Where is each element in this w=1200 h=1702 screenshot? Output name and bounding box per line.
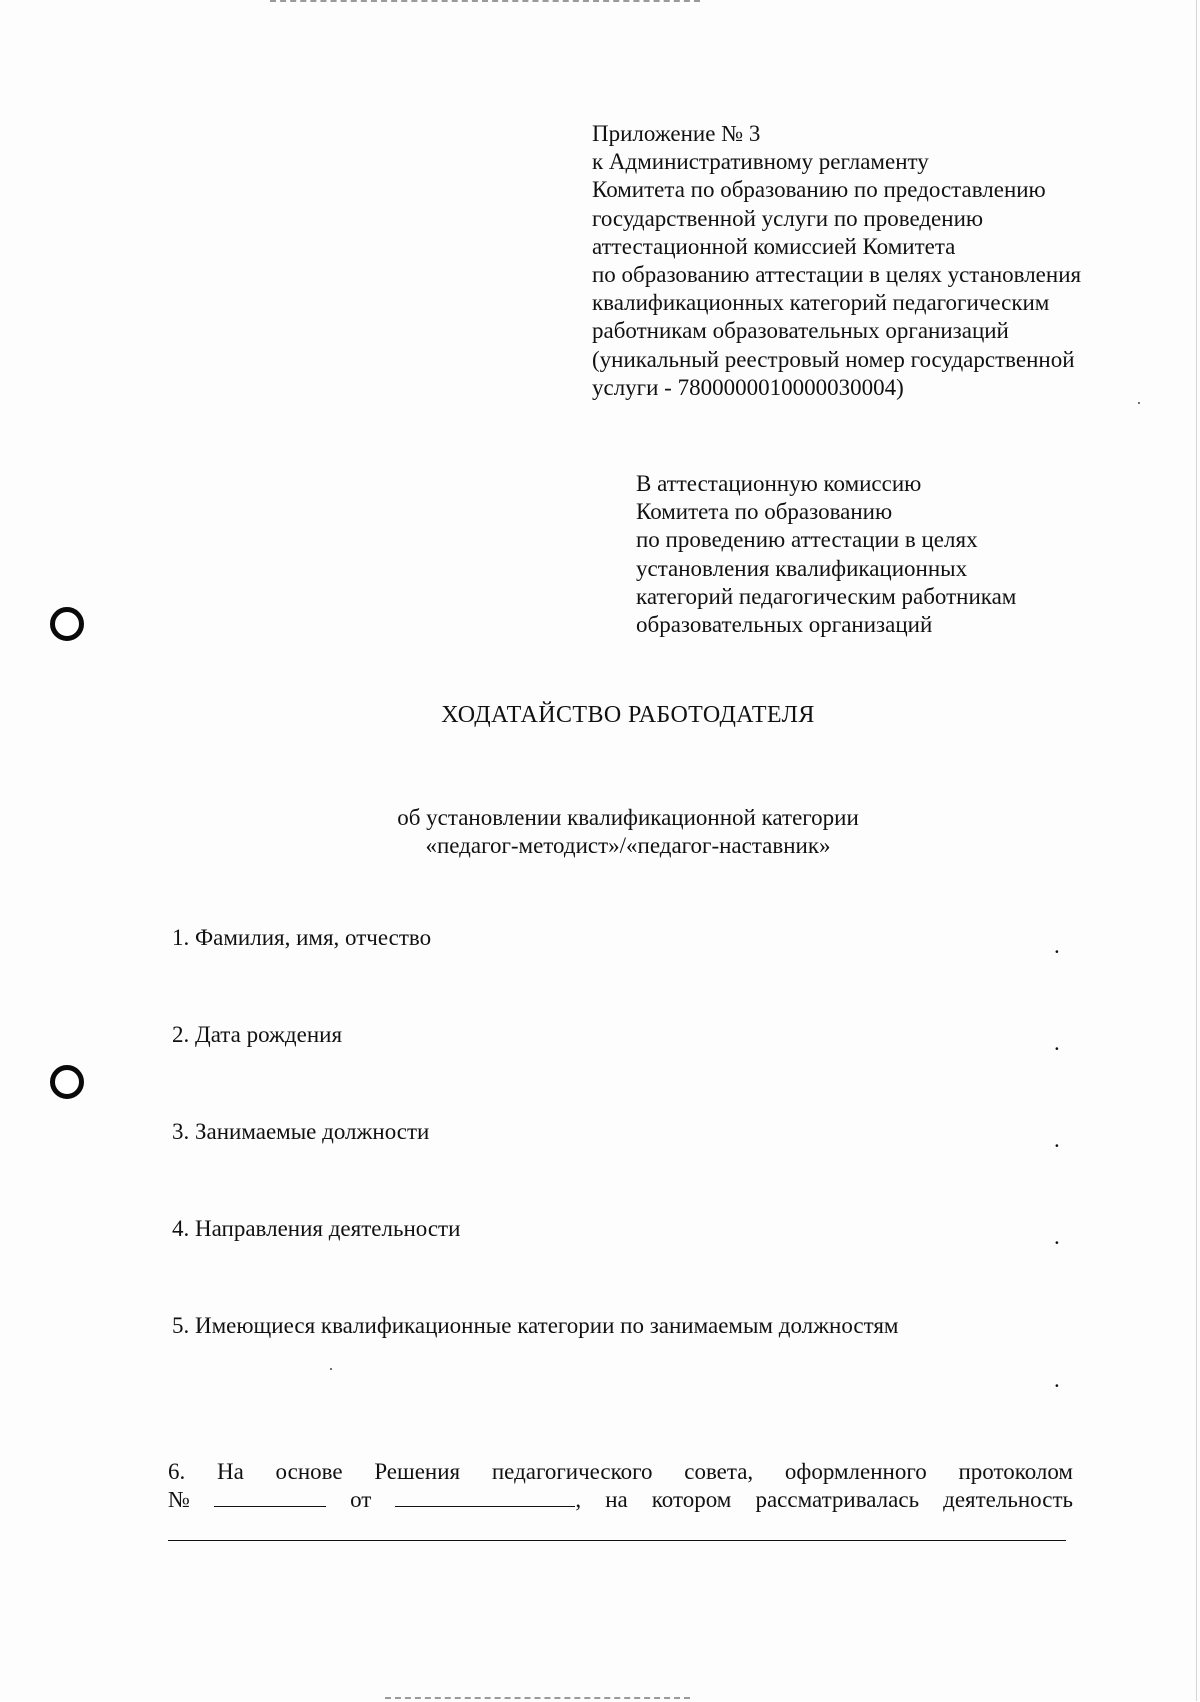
paragraph-6-line-1 <box>168 1458 1073 1486</box>
word: котором <box>651 1487 732 1512</box>
appendix-line: работникам образовательных организаций <box>592 318 1009 344</box>
scan-speck <box>330 1368 332 1370</box>
word: основе <box>275 1459 343 1484</box>
addressee-line: образовательных организаций <box>636 612 933 638</box>
field-end-dot: . <box>1054 1030 1060 1055</box>
addressee-line: по проведению аттестации в целях <box>636 527 978 553</box>
addressee-line: установления квалификационных <box>636 555 968 581</box>
word: педагогического <box>491 1459 653 1484</box>
scan-speck <box>1138 402 1140 404</box>
field-end-dot: . <box>1054 1224 1060 1249</box>
appendix-line: квалификационных категорий педагогическим <box>592 290 1050 316</box>
field-full-name <box>172 925 1072 958</box>
subtitle-line-1: об установлении квалификационной категории <box>397 805 859 830</box>
addressee-line: Комитета по образованию <box>636 499 893 525</box>
appendix-line: Приложение № 3 <box>592 121 761 146</box>
punch-hole-bottom <box>50 1065 84 1099</box>
from-word: от <box>350 1487 372 1512</box>
scan-bottom-edge <box>385 1697 690 1702</box>
punch-hole-top <box>50 607 84 641</box>
field-birth-date <box>172 1022 1072 1055</box>
subtitle-line-2: «педагог-методист»/«педагог-наставник» <box>425 833 831 858</box>
appendix-line: аттестационной комиссией Комитета <box>592 233 956 259</box>
comma: , <box>575 1487 582 1512</box>
field-label: 3. Занимаемые должности <box>172 1119 430 1144</box>
appendix-line: по образованию аттестации в целях установления <box>592 262 1082 288</box>
word: На <box>216 1459 244 1484</box>
protocol-number-blank[interactable] <box>214 1486 326 1507</box>
field-label: 2. Дата рождения <box>172 1022 343 1047</box>
appendix-line: государственной услуги по проведению <box>592 205 984 231</box>
fill-in-line[interactable] <box>168 1540 1066 1541</box>
field-positions <box>172 1119 1072 1152</box>
document-title: ХОДАТАЙСТВО РАБОТОДАТЕЛЯ <box>441 702 815 728</box>
protocol-date-blank[interactable] <box>395 1486 575 1507</box>
appendix-line: к Административному регламенту <box>592 149 929 175</box>
addressee-line: В аттестационную комиссию <box>636 471 922 496</box>
field-end-dot: . <box>1054 933 1060 958</box>
addressee-block <box>636 470 1096 639</box>
number-sign: № <box>168 1487 190 1512</box>
word: на <box>605 1487 628 1512</box>
appendix-line: Комитета по образованию по предоставлению <box>592 177 1046 203</box>
appendix-note <box>592 120 1132 402</box>
word: Решения <box>374 1459 461 1484</box>
appendix-line: (уникальный реестровый номер государственной <box>592 346 1075 372</box>
word: деятельность <box>943 1487 1073 1512</box>
scan-top-edge <box>270 0 700 5</box>
word: протоколом <box>958 1459 1073 1484</box>
protocol-date-group <box>395 1486 581 1514</box>
field-activity-areas <box>172 1216 1072 1249</box>
field-end-dot: . <box>1054 1367 1060 1392</box>
paragraph-6 <box>168 1458 1073 1514</box>
appendix-line: услуги - 7800000010000030004) <box>592 374 904 400</box>
word: оформленного <box>784 1459 927 1484</box>
field-label: 5. Имеющиеся квалификационные категории по занимаемым должностям <box>172 1313 899 1338</box>
addressee-line: категорий педагогическим работникам <box>636 583 1017 609</box>
field-label: 4. Направления деятельности <box>172 1216 461 1241</box>
field-label: 1. Фамилия, имя, отчество <box>172 925 432 950</box>
word: 6. <box>168 1459 186 1484</box>
word: совета, <box>684 1459 754 1484</box>
field-existing-categories <box>172 1313 1072 1392</box>
paragraph-6-line-2 <box>168 1486 1073 1514</box>
document-subtitle <box>0 804 1200 860</box>
word: рассматривалась <box>755 1487 920 1512</box>
field-end-dot: . <box>1054 1127 1060 1152</box>
